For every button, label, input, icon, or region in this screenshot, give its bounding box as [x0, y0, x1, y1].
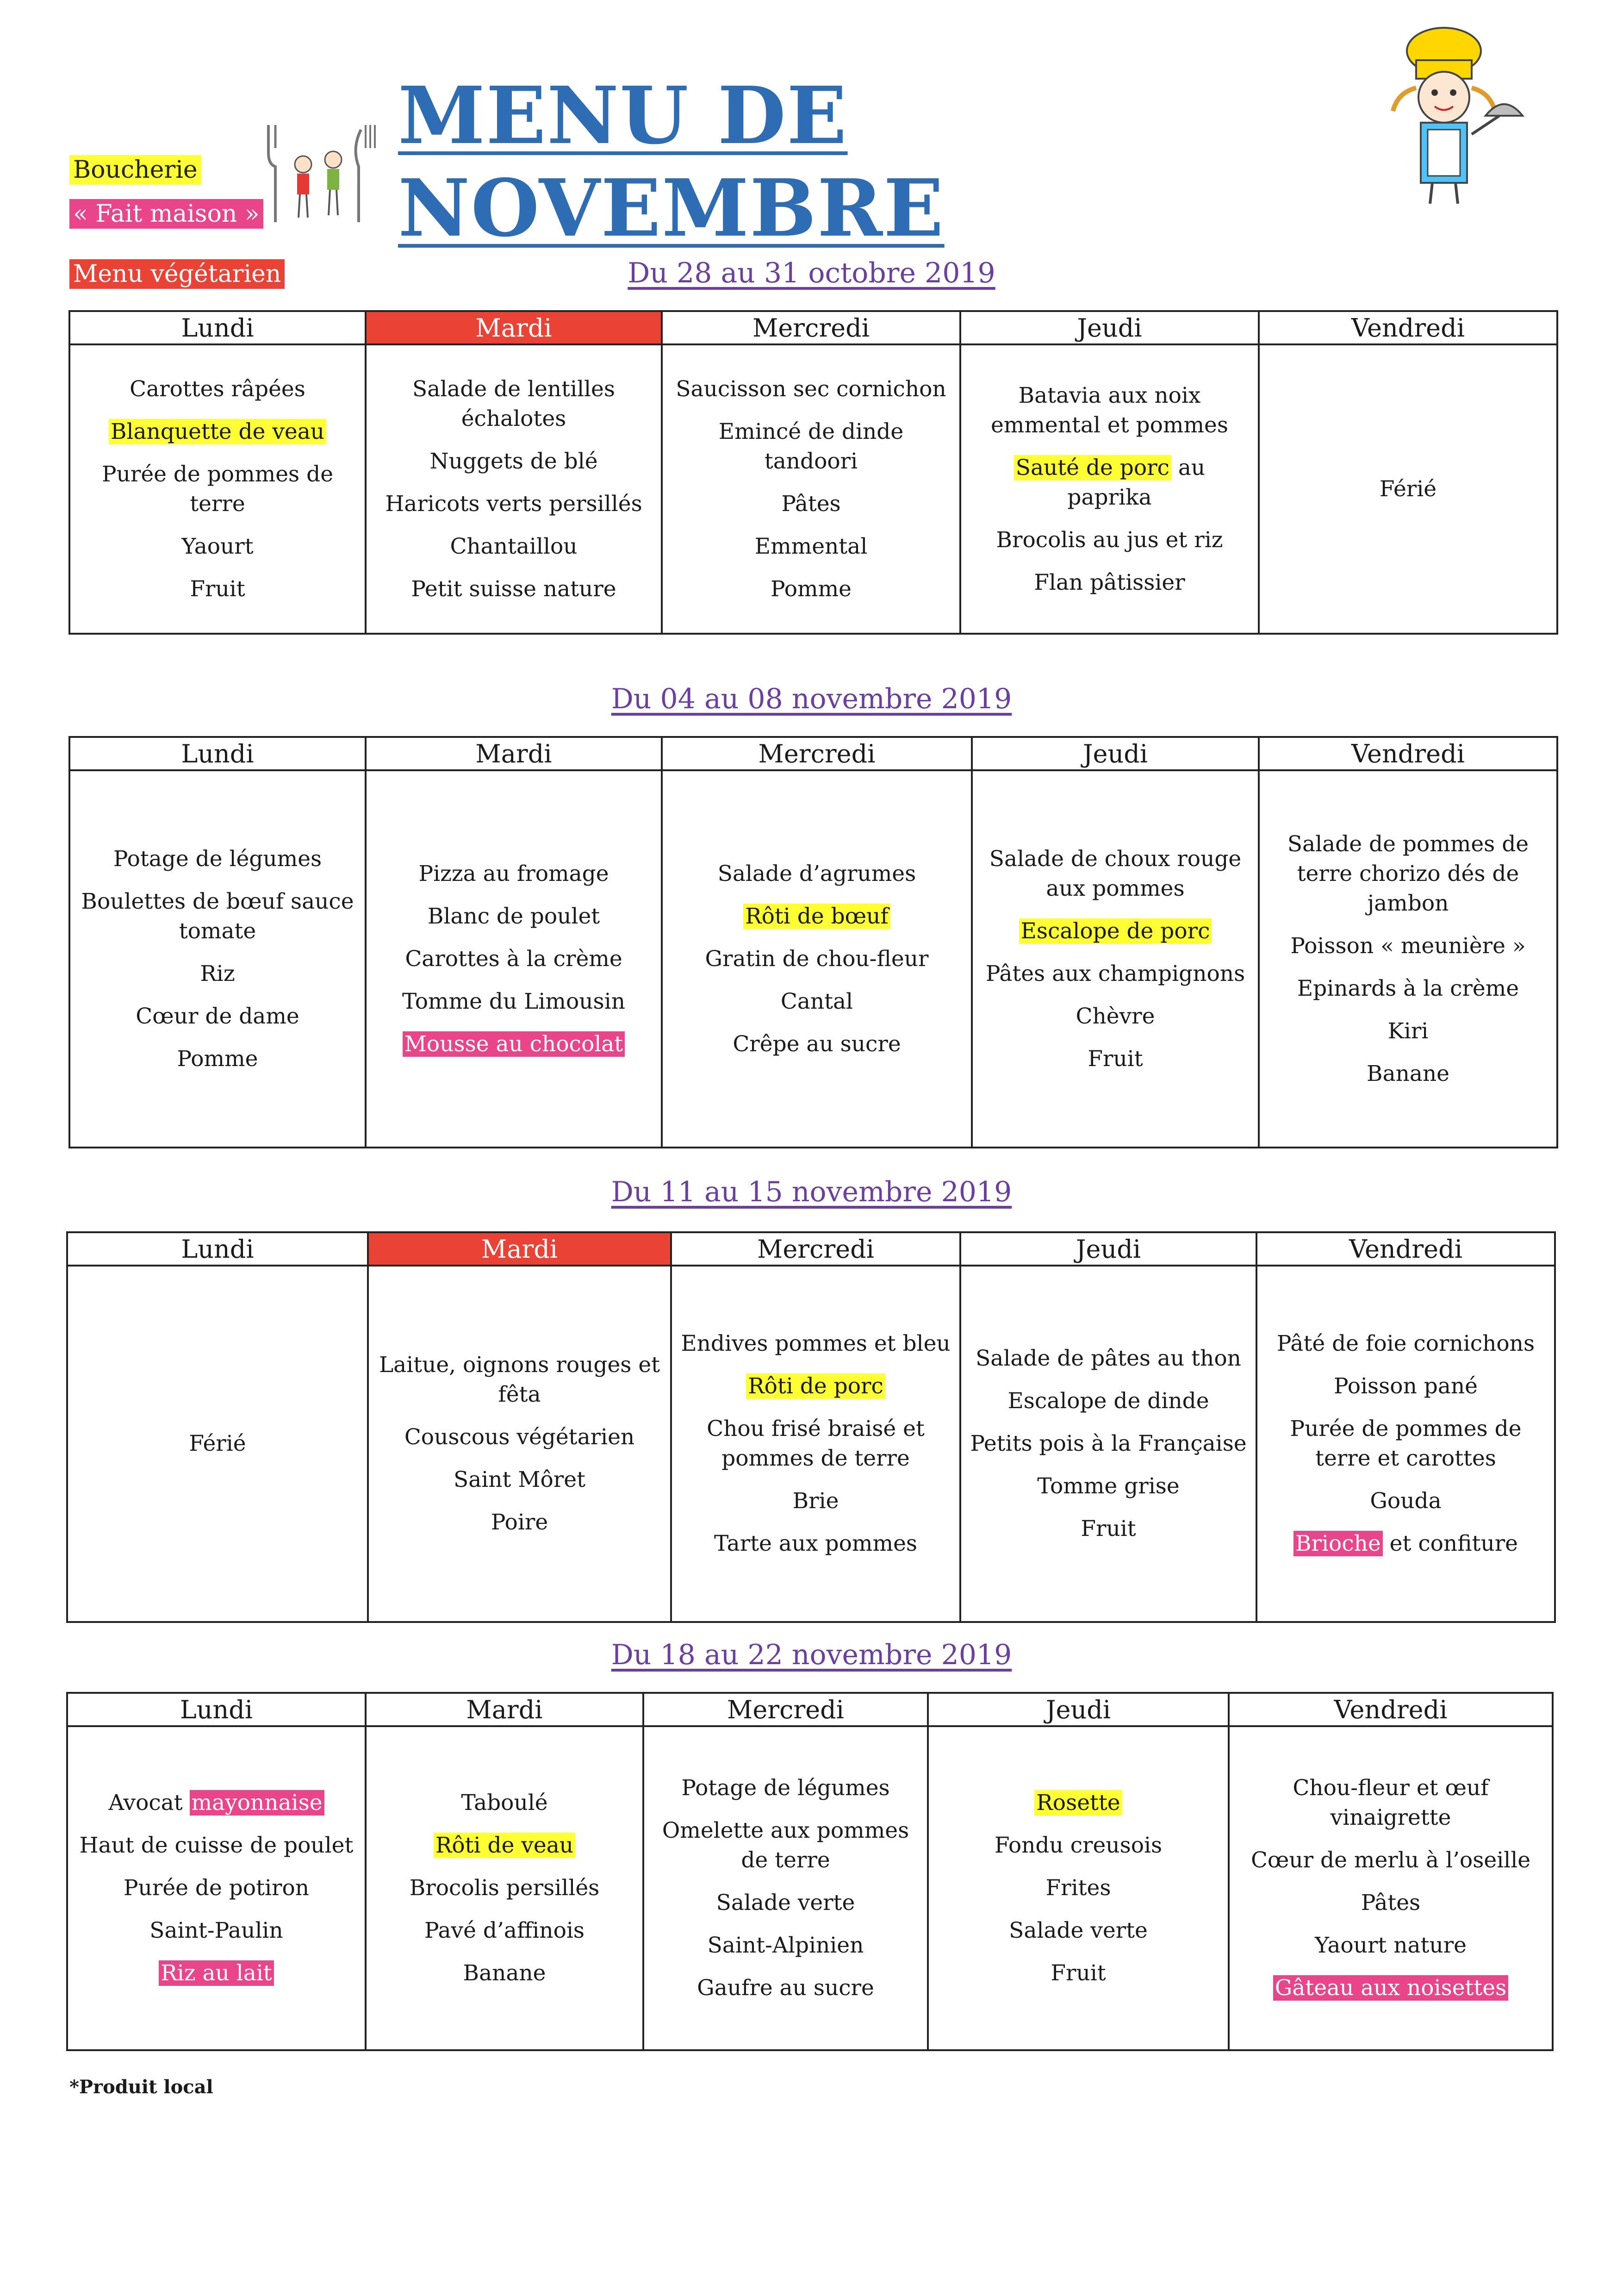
week-menu-table [66, 1231, 1556, 1623]
menu-item [375, 1029, 653, 1059]
menu-item-text: Epinards à la crème [1297, 975, 1519, 1001]
menu-item-text: Laitue, oignons rouges et fêta [379, 1352, 660, 1407]
menu-item [1268, 830, 1548, 918]
menu-item-text: Rôti de bœuf [743, 904, 890, 929]
menu-item [653, 1773, 919, 1803]
chef-girl-illustration [1365, 23, 1532, 208]
day-header: Jeudi [960, 1232, 1256, 1266]
menu-item-text: Poisson pané [1334, 1373, 1478, 1399]
menu-item [1268, 474, 1548, 504]
menu-item-highlight: mayonnaise [190, 1790, 324, 1816]
day-menu-cell [368, 1266, 671, 1622]
menu-item [680, 1486, 951, 1516]
menu-item [79, 887, 356, 946]
menu-item [970, 1386, 1247, 1416]
menu-item [970, 1472, 1247, 1501]
menu-item-text: Cœur de dame [136, 1003, 299, 1029]
menu-item-text: Potage de légumes [113, 846, 322, 872]
menu-item-text: Poire [491, 1510, 548, 1535]
menu-item-text: Chou-fleur et œuf vinaigrette [1293, 1775, 1489, 1830]
menu-item [79, 844, 356, 874]
legend-vegetarien: Menu végétarien [69, 259, 285, 289]
day-menu-cell [1256, 1266, 1555, 1622]
menu-item-text: Taboulé [461, 1790, 548, 1816]
legend-fait-maison: « Fait maison » [69, 199, 263, 229]
menu-item [375, 1788, 634, 1818]
menu-item [970, 1514, 1247, 1544]
menu-item [680, 1414, 951, 1473]
day-menu-cell [366, 1726, 643, 2050]
menu-item [671, 489, 951, 519]
menu-item [375, 374, 653, 434]
legend-boucherie: Boucherie [69, 155, 201, 185]
day-header: Vendredi [1256, 1232, 1555, 1266]
day-menu-cell [1229, 1726, 1553, 2050]
menu-item-text: Potage de légumes [681, 1775, 890, 1801]
menu-item [1266, 1486, 1546, 1516]
menu-item [937, 1831, 1219, 1860]
menu-item-text: Purée de potiron [123, 1875, 310, 1901]
menu-item-text: Crêpe au sucre [733, 1031, 901, 1057]
menu-item-text: Pâtes [781, 491, 841, 517]
day-header: Jeudi [972, 737, 1259, 770]
menu-item-text: Pavé d’affinois [424, 1918, 585, 1943]
menu-item [937, 1959, 1219, 1988]
menu-item-text: Saint-Paulin [149, 1918, 283, 1943]
menu-item [375, 1916, 634, 1946]
menu-item [79, 1044, 356, 1074]
menu-item [1268, 931, 1548, 961]
week-menu-table [68, 310, 1558, 635]
day-menu-cell [67, 1266, 368, 1622]
menu-item-text: Haricots verts persillés [385, 491, 642, 517]
menu-item [76, 1959, 356, 1988]
menu-item-text: Gâteau aux noisettes [1273, 1975, 1508, 2001]
menu-item-text: Batavia aux noix emmental et pommes [990, 382, 1228, 438]
menu-item [671, 902, 963, 931]
menu-item-text: Fruit [190, 576, 245, 602]
week-menu-table [68, 736, 1558, 1148]
menu-item-text: Pâtes [1361, 1890, 1421, 1915]
menu-item [1268, 974, 1548, 1004]
menu-item [375, 574, 653, 604]
menu-item-text: Rôti de veau [434, 1833, 575, 1858]
menu-item [981, 1044, 1250, 1074]
menu-item [79, 574, 356, 604]
menu-item-text: Kiri [1387, 1018, 1429, 1044]
day-header: Mercredi [643, 1693, 928, 1726]
menu-item [1266, 1329, 1546, 1359]
menu-item-text: Saucisson sec cornichon [676, 376, 946, 402]
menu-item-text: Mousse au chocolat [403, 1031, 625, 1057]
menu-item-text: Yaourt [181, 533, 254, 559]
menu-item-text: Brioche [1293, 1531, 1383, 1556]
menu-item-text: Gratin de chou-fleur [705, 946, 929, 972]
menu-item-text: Pâté de foie cornichons [1276, 1331, 1535, 1356]
menu-item [375, 1959, 634, 1988]
day-menu-cell [366, 770, 662, 1148]
day-menu-cell [366, 344, 662, 634]
menu-item-text: Carottes à la crème [405, 946, 622, 972]
menu-item-text: Rôti de porc [746, 1373, 885, 1399]
menu-item [79, 460, 356, 519]
menu-item-text: Férié [189, 1431, 246, 1456]
menu-item [680, 1329, 951, 1359]
menu-item [671, 1029, 963, 1059]
day-header: Mercredi [662, 737, 972, 770]
day-menu-cell [960, 1266, 1256, 1622]
week-title: Du 11 au 15 novembre 2019 [611, 1176, 1012, 1208]
menu-item-text: Pomme [771, 576, 852, 602]
menu-item [79, 374, 356, 404]
menu-item-text: Escalope de dinde [1007, 1388, 1209, 1414]
menu-item [970, 381, 1250, 440]
menu-item-text: Purée de pommes de terre [101, 461, 334, 517]
menu-item [671, 374, 951, 404]
day-header: Jeudi [960, 311, 1259, 344]
menu-item [375, 447, 653, 476]
day-menu-cell [643, 1726, 928, 2050]
menu-item-text: Fruit [1051, 1960, 1106, 1986]
day-header: Vendredi [1259, 311, 1557, 344]
menu-item [1268, 1059, 1548, 1089]
menu-item-text: Riz au lait [159, 1960, 274, 1986]
day-menu-cell [662, 770, 972, 1148]
menu-item [937, 1788, 1219, 1818]
menu-item [653, 1931, 919, 1960]
menu-item-text: Petits pois à la Française [970, 1431, 1247, 1456]
menu-item-text: Saint-Alpinien [707, 1933, 864, 1958]
menu-item-text: Férié [1379, 476, 1437, 502]
menu-item-text: Chantaillou [450, 533, 578, 559]
menu-item-text: Banane [463, 1960, 546, 1986]
menu-item-text: Gouda [1370, 1488, 1442, 1514]
cutlery-kids-illustration [259, 120, 384, 227]
menu-item-text: Fruit [1081, 1516, 1136, 1541]
menu-item [375, 944, 653, 974]
menu-item-text: Riz [200, 961, 235, 986]
menu-item-text: Blanquette de veau [109, 419, 326, 444]
menu-item [970, 453, 1250, 512]
menu-item-text: Salade de pâtes au thon [976, 1346, 1241, 1371]
menu-item [375, 1873, 634, 1903]
day-menu-cell [671, 1266, 960, 1622]
menu-item [671, 944, 963, 974]
menu-item-text: Salade de lentilles échalotes [412, 376, 615, 431]
menu-item [1238, 1773, 1543, 1833]
menu-item [375, 1831, 634, 1860]
menu-item-text: Pâtes aux champignons [985, 961, 1245, 986]
menu-item-text: Emincé de dinde tandoori [718, 418, 904, 474]
menu-item-text: Tarte aux pommes [714, 1531, 918, 1556]
menu-item [653, 1816, 919, 1875]
day-header: Jeudi [928, 1693, 1229, 1726]
menu-item-text: Poisson « meunière » [1290, 933, 1526, 959]
menu-item-text: Endives pommes et bleu [681, 1331, 951, 1356]
menu-item-text: Avocat [108, 1790, 190, 1816]
menu-item [1266, 1372, 1546, 1401]
menu-item [375, 987, 653, 1017]
week-title: Du 18 au 22 novembre 2019 [611, 1639, 1012, 1671]
menu-item-text: Frites [1045, 1875, 1111, 1901]
day-menu-cell [972, 770, 1259, 1148]
menu-item [377, 1350, 662, 1410]
menu-item [970, 1429, 1247, 1459]
week-menu-table [66, 1692, 1554, 2051]
menu-item-text: Sauté de porc [1014, 455, 1171, 480]
menu-item-text: Salade de choux rouge aux pommes [989, 846, 1242, 901]
menu-item [671, 417, 951, 476]
menu-item-text: Fondu creusois [994, 1833, 1163, 1858]
menu-item-text: Omelette aux pommes de terre [662, 1818, 909, 1873]
day-header: Lundi [69, 311, 366, 344]
day-header: Mardi [366, 1693, 643, 1726]
menu-item [970, 1344, 1247, 1373]
menu-item [671, 574, 951, 604]
menu-item [76, 1831, 356, 1860]
menu-item [375, 489, 653, 519]
day-header: Lundi [67, 1232, 368, 1266]
menu-item-text: Carottes râpées [130, 376, 305, 402]
menu-item [1266, 1414, 1546, 1473]
menu-item [377, 1423, 662, 1452]
footnote: *Produit local [69, 2076, 213, 2098]
menu-item-text: Tomme grise [1037, 1473, 1180, 1499]
day-menu-cell [67, 1726, 366, 2050]
menu-item-text: Haut de cuisse de poulet [79, 1833, 354, 1858]
menu-item [653, 1973, 919, 2003]
menu-item [653, 1888, 919, 1918]
menu-item [937, 1873, 1219, 1903]
menu-item [76, 1429, 359, 1459]
menu-item [937, 1916, 1219, 1946]
menu-item-text: Blanc de poulet [427, 903, 600, 929]
menu-item [375, 532, 653, 562]
menu-item-text: Rosette [1034, 1790, 1122, 1816]
menu-item-text: Chou frisé braisé et pommes de terre [707, 1416, 925, 1471]
menu-item-text: Cœur de merlu à l’oseille [1250, 1847, 1531, 1873]
menu-item [1238, 1931, 1543, 1960]
day-header: Mercredi [662, 311, 960, 344]
day-header: Mardi [366, 737, 662, 770]
menu-item-text: Pizza au fromage [418, 861, 609, 886]
day-menu-cell [928, 1726, 1229, 2050]
menu-item [1238, 1973, 1543, 2003]
menu-item-text: Gaufre au sucre [697, 1975, 874, 2001]
menu-item-text: Escalope de porc [1019, 918, 1212, 944]
week-title: Du 04 au 08 novembre 2019 [611, 683, 1012, 715]
menu-item-text: Salade de pommes de terre chorizo dés de jambon [1287, 831, 1529, 916]
menu-item [1238, 1888, 1543, 1918]
menu-item-text: Petit suisse nature [411, 576, 616, 602]
menu-item [76, 1873, 356, 1903]
menu-item [375, 859, 653, 889]
day-menu-cell [1259, 770, 1557, 1148]
day-header: Mardi [366, 311, 662, 344]
menu-item-text: Pomme [177, 1046, 258, 1072]
day-menu-cell [69, 770, 366, 1148]
menu-item-text: Brocolis au jus et riz [996, 527, 1223, 553]
day-menu-cell [1259, 344, 1557, 634]
menu-item-text: Emmental [754, 533, 868, 559]
day-header: Lundi [67, 1693, 366, 1726]
menu-item [981, 959, 1250, 989]
menu-item-text: Banane [1367, 1061, 1449, 1086]
day-header: Vendredi [1229, 1693, 1553, 1726]
menu-item [981, 844, 1250, 904]
menu-item-text: Cantal [780, 988, 853, 1014]
menu-item [671, 859, 963, 889]
menu-item-text: Boulettes de bœuf sauce tomate [81, 888, 354, 944]
menu-item [981, 1002, 1250, 1031]
week-title: Du 28 au 31 octobre 2019 [628, 257, 995, 289]
page-title: MENU DE NOVEMBRE [398, 69, 945, 255]
menu-item-text: Fruit [1088, 1046, 1143, 1072]
menu-item-text: Brocolis persillés [409, 1875, 600, 1901]
day-header: Mardi [368, 1232, 671, 1266]
day-menu-cell [960, 344, 1259, 634]
menu-item-text: Nuggets de blé [429, 448, 598, 474]
menu-item [970, 525, 1250, 555]
menu-item-text: Salade d’agrumes [717, 861, 916, 886]
menu-item-text: Tomme du Limousin [402, 988, 625, 1014]
menu-item-rest: et confiture [1382, 1531, 1518, 1556]
day-header: Lundi [69, 737, 366, 770]
menu-item-text: Purée de pommes de terre et carottes [1290, 1416, 1522, 1471]
menu-item [1266, 1529, 1546, 1559]
menu-item-text: Saint Môret [454, 1467, 585, 1492]
menu-item-text: Couscous végétarien [404, 1424, 635, 1450]
menu-item-text: Salade verte [716, 1890, 855, 1915]
day-header: Vendredi [1259, 737, 1557, 770]
menu-item [680, 1529, 951, 1559]
menu-item [981, 917, 1250, 946]
menu-item [970, 568, 1250, 598]
menu-item [671, 987, 963, 1017]
menu-item [79, 959, 356, 989]
menu-item-text: Brie [792, 1488, 839, 1514]
menu-item [76, 1916, 356, 1946]
menu-item-text: Yaourt nature [1315, 1933, 1467, 1958]
menu-item [377, 1465, 662, 1495]
menu-item-rest: au paprika [1067, 455, 1206, 510]
menu-item [377, 1508, 662, 1537]
menu-item-text: Salade verte [1009, 1918, 1148, 1943]
menu-item [680, 1372, 951, 1401]
menu-item [76, 1788, 356, 1818]
menu-item-text: Flan pâtissier [1034, 569, 1185, 595]
menu-item [1268, 1017, 1548, 1046]
menu-item [79, 532, 356, 562]
menu-item [375, 902, 653, 931]
menu-item-text: Chèvre [1076, 1003, 1155, 1029]
menu-item [79, 1002, 356, 1031]
menu-item [671, 532, 951, 562]
menu-item [1238, 1846, 1543, 1875]
day-menu-cell [69, 344, 366, 634]
day-header: Mercredi [671, 1232, 960, 1266]
day-menu-cell [662, 344, 960, 634]
menu-item [79, 417, 356, 447]
